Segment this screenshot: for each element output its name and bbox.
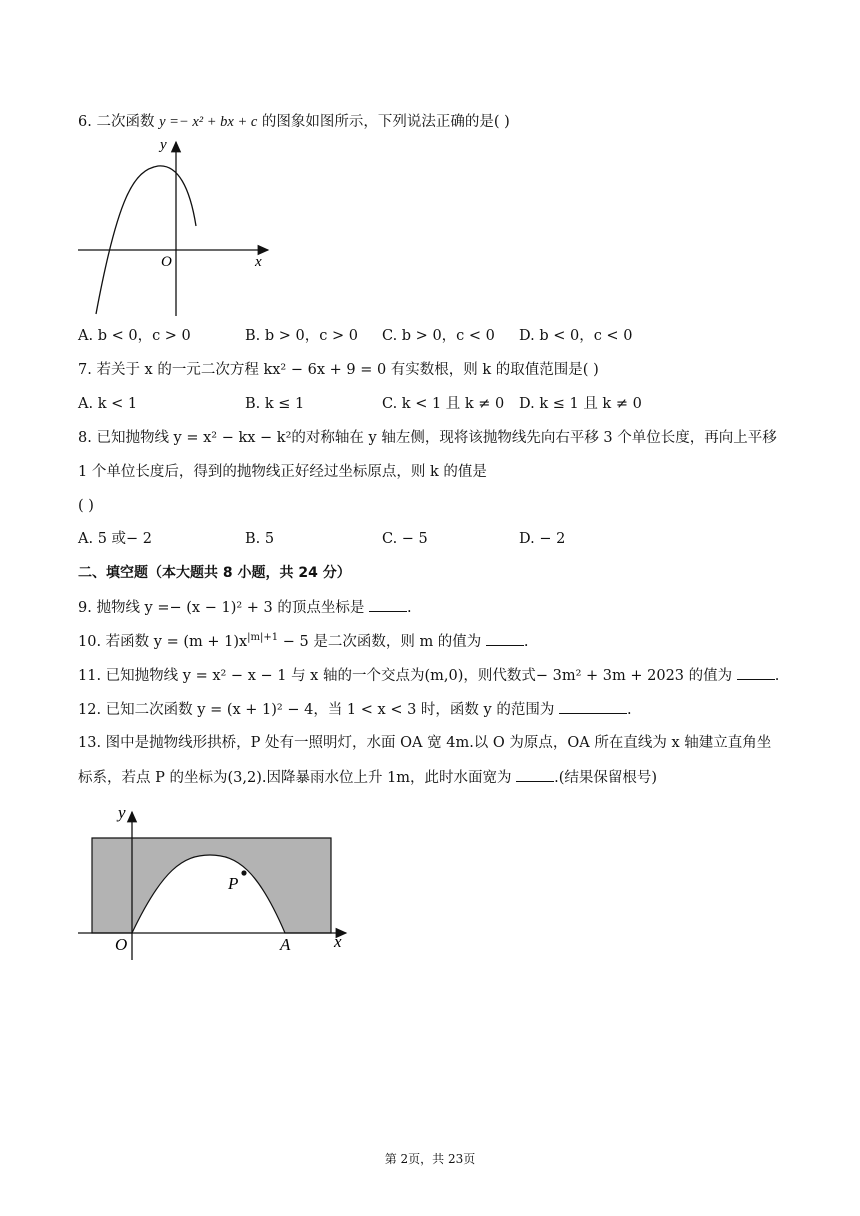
- q6-option-a[interactable]: [78, 326, 191, 346]
- page-footer: 第 2页，共 23页: [384, 1152, 476, 1166]
- q10-answer-blank[interactable]: [486, 631, 524, 646]
- q6-option-d[interactable]: [519, 326, 632, 346]
- q7-option-b-text: B. k ≤ 1: [245, 396, 305, 412]
- q6-option-c-text: C. b > 0，c < 0: [382, 328, 495, 344]
- q8-option-b-text: B. 5: [245, 531, 275, 547]
- q6-option-b[interactable]: [245, 326, 358, 346]
- section-heading: 二、填空题（本大题共 8 小题，共 24 分）: [78, 565, 351, 581]
- q8-stem-line2: 1 个单位长度后，得到的抛物线正好经过坐标原点，则 k 的值是: [78, 464, 487, 480]
- q6-origin-label: O: [161, 254, 172, 270]
- q13-bridge-graph: [72, 800, 362, 965]
- q11-answer-blank[interactable]: [737, 665, 775, 680]
- q10-text-after: .: [523, 634, 529, 650]
- q13-stem-line1: 13. 图中是抛物线形拱桥，P 处有一照明灯，水面 OA 宽 4m.以 O 为原点，OA 所在直线为 x 轴建立直角坐: [78, 735, 772, 751]
- q8-number: 8.: [78, 430, 92, 446]
- q10-text: 10. 若函数 y = (m + 1)x: [78, 634, 248, 650]
- q7-number: 7.: [78, 362, 92, 378]
- q8-option-a[interactable]: [78, 529, 152, 549]
- q9-answer-blank[interactable]: [369, 597, 407, 612]
- q6-option-a-text: A. b < 0，c > 0: [78, 328, 191, 344]
- q6-x-label: x: [255, 254, 262, 270]
- q8-option-c[interactable]: [382, 529, 428, 549]
- q6-text-after: 的图象如图所示，下列说法正确的是( ): [261, 114, 510, 130]
- q10-stem: [78, 631, 529, 652]
- q13-point-p: [241, 870, 246, 875]
- q13-bridge-fill: [92, 838, 331, 933]
- q8-line1-text: 已知抛物线 y = x² − kx − k²的对称轴在 y 轴左侧，现将该抛物线先向右平移 3 个单位长度，再向上平移: [96, 430, 777, 446]
- q6-option-b-text: B. b > 0，c > 0: [245, 328, 358, 344]
- q7-text: 若关于 x 的一元二次方程 kx² − 6x + 9 = 0 有实数根，则 k 的取值范围是( ): [96, 362, 599, 378]
- q6-stem: [78, 112, 510, 132]
- q11-text-after: .: [774, 668, 780, 684]
- q13-a-label: A: [280, 935, 291, 954]
- q7-option-c-text: C. k < 1 且 k ≠ 0: [382, 396, 505, 412]
- q7-option-a[interactable]: [78, 394, 137, 414]
- q6-graph: [72, 134, 277, 320]
- q8-option-c-text: C. − 5: [382, 531, 428, 547]
- q7-option-b[interactable]: [245, 394, 304, 414]
- q13-p-label: P: [228, 874, 239, 893]
- q13-origin-label: O: [115, 935, 128, 954]
- q6-y-label: y: [160, 137, 167, 153]
- q6-formula: y =− x² + bx + c: [159, 114, 258, 130]
- q13-stem-line2: [78, 767, 657, 788]
- q8-option-d[interactable]: [519, 529, 565, 549]
- q9-stem: [78, 597, 412, 618]
- q12-text: 12. 已知二次函数 y = (x + 1)² − 4，当 1 < x < 3 时，函数 y 的范围为: [78, 702, 555, 718]
- q8-option-d-text: D. − 2: [519, 531, 566, 547]
- q10-text-mid: − 5 是二次函数，则 m 的值为: [278, 634, 482, 650]
- q12-text-after: .: [626, 702, 632, 718]
- q6-text-before: 二次函数: [96, 114, 155, 130]
- q6-option-c[interactable]: [382, 326, 495, 346]
- q7-option-d-text: D. k ≤ 1 且 k ≠ 0: [519, 396, 642, 412]
- q8-stem-line3: ( ): [78, 498, 94, 514]
- q13-answer-blank[interactable]: [516, 767, 554, 782]
- q13-x-label: x: [334, 932, 342, 951]
- q8-option-a-text: A. 5 或− 2: [78, 531, 153, 547]
- q8-option-b[interactable]: [245, 529, 274, 549]
- q7-option-a-text: A. k < 1: [78, 396, 138, 412]
- q12-answer-blank[interactable]: [559, 699, 627, 714]
- q13-line2-after: .(结果保留根号): [554, 770, 658, 786]
- q7-option-c[interactable]: [382, 394, 504, 414]
- q9-text: 9. 抛物线 y =− (x − 1)² + 3 的顶点坐标是: [78, 600, 365, 616]
- q7-stem: [78, 360, 599, 380]
- q9-text-after: .: [406, 600, 412, 616]
- q6-option-d-text: D. b < 0，c < 0: [519, 328, 633, 344]
- q13-line2-text: 标系，若点 P 的坐标为(3,2).因降暴雨水位上升 1m，此时水面宽为: [78, 770, 512, 786]
- q13-y-label: y: [118, 803, 126, 822]
- q7-option-d[interactable]: [519, 394, 642, 414]
- q6-parabola: [96, 166, 196, 314]
- q11-stem: [78, 665, 779, 686]
- q12-stem: [78, 699, 632, 720]
- q6-number: 6.: [78, 114, 92, 130]
- q10-exponent: |m|+1: [247, 632, 279, 644]
- q8-stem-line1: [78, 428, 777, 448]
- q11-text: 11. 已知抛物线 y = x² − x − 1 与 x 轴的一个交点为(m,0)，则代数式− 3m² + 3m + 2023 的值为: [78, 668, 733, 684]
